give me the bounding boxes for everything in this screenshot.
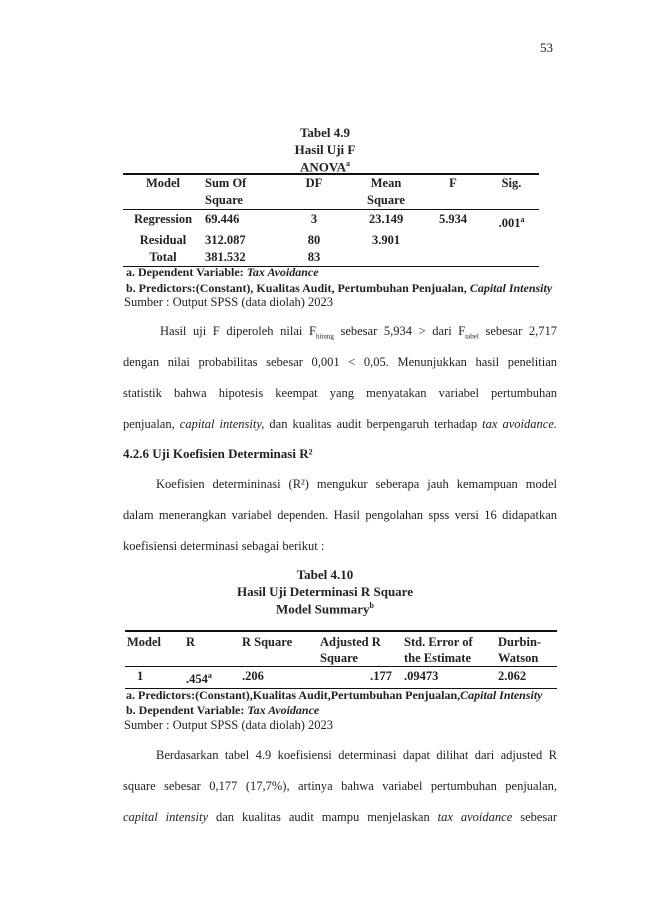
cell-sig (484, 249, 539, 267)
cell-mean-square: 23.149 (368, 212, 404, 226)
cell-model: 1 (125, 667, 184, 689)
cell-std-error: .09473 (402, 667, 496, 689)
table-4-10-note-b: b. Dependent Variable: Tax Avoidance (126, 703, 320, 717)
header-df-2 (278, 192, 350, 210)
header-f: F (422, 174, 484, 192)
header-model: Model (125, 631, 184, 667)
header-model-2 (123, 192, 203, 210)
header-durbin-watson: Durbin- Watson (496, 631, 557, 667)
table-4-9-caption-title: Hasil Uji F (294, 142, 356, 157)
cell-durbin-watson: 2.062 (496, 667, 557, 689)
header-model: Model (123, 174, 203, 192)
header-sig: Sig. (484, 174, 539, 192)
cell-sig: .001$^a$ (498, 215, 525, 231)
cell-df: 83 (278, 249, 350, 267)
cell-f (422, 249, 484, 267)
cell-sum-of-square: 69.446 (205, 212, 240, 226)
paragraph-line: dalam menerangkan variabel dependen. Hasil pengolahan spss versi 16 didapatkan (123, 508, 557, 522)
anova-header-row (123, 174, 539, 192)
table-4-9-note-a: a. Dependent Variable: Tax Avoidance (126, 265, 319, 279)
header-sig-2 (484, 192, 539, 210)
paragraph-line: statistik bahwa hipotesis keempat yang menyatakan variabel pertumbuhan (123, 386, 557, 400)
anova-header-row-2 (123, 192, 539, 210)
cell-f: 5.934 (438, 212, 468, 226)
model-summary-table (125, 630, 557, 689)
paragraph-line: square sebesar 0,177 (17,7%), artinya bahwa variabel pertumbuhan penjualan, (123, 779, 557, 793)
table-4-10-source: Sumber : Output SPSS (data diolah) 2023 (124, 718, 334, 732)
paragraph-line: koefisiensi determinasi sebagai berikut : (123, 539, 325, 553)
header-mean-square-2: Square (350, 192, 422, 210)
anova-table (123, 173, 539, 267)
table-row (123, 210, 539, 233)
cell-model: Regression (133, 212, 193, 226)
section-heading: 4.2.6 Uji Koefisien Determinasi R² (123, 446, 313, 461)
table-4-10-caption-number: Tabel 4.10 (296, 567, 354, 582)
table-4-10-note-a: a. Predictors:(Constant),Kualitas Audit,Pertumbuhan Penjualan,Capital Intensity (126, 688, 543, 702)
cell-r: .454$^a$ (184, 667, 240, 689)
cell-mean-square: 3.901 (371, 233, 401, 248)
paragraph-line: Hasil uji F diperoleh nilai $F_{hitung}$ sebesar 5,934 > dari $F_{tabel}$ sebesar 2,717 (160, 324, 557, 341)
paragraph-line: penjualan, capital intensity, dan kualitas audit berpengaruh terhadap tax avoidance. (123, 417, 557, 431)
paragraph-line: capital intensity dan kualitas audit mampu menjelaskan tax avoidance sebesar (123, 810, 557, 824)
cell-df: 3 (310, 212, 318, 226)
paragraph-line: Berdasarkan tabel 4.9 koefisiensi determinasi dapat dilihat dari adjusted R (156, 748, 557, 762)
cell-model: Residual (139, 233, 187, 248)
cell-mean-square (350, 249, 422, 267)
model-summary-header-row (125, 631, 557, 667)
paragraph-line: dengan nilai probabilitas sebesar 0,001 < 0,05. Menunjukkan hasil penelitian (123, 355, 557, 369)
anova-title: ANOVA$^a$ (300, 159, 350, 175)
paragraph-line: Koefisien determininasi (R²) mengukur seberapa jauh kemampuan model (156, 477, 557, 491)
header-std-error: Std. Error of the Estimate (402, 631, 496, 667)
header-mean-square: Mean (350, 174, 422, 192)
table-row (125, 667, 557, 689)
cell-sig (484, 232, 539, 249)
cell-r-square: .206 (240, 667, 318, 689)
cell-sum-of-square: 312.087 (205, 233, 246, 248)
cell-df: 80 (307, 233, 321, 248)
model-summary-title: Model Summary$^b$ (276, 601, 374, 617)
table-4-10-caption-title: Hasil Uji Determinasi R Square (237, 584, 413, 599)
table-4-9-source: Sumber : Output SPSS (data diolah) 2023 (124, 295, 334, 309)
cell-model: Total (123, 249, 203, 267)
table-row (123, 232, 539, 249)
header-r-square: R Square (240, 631, 318, 667)
cell-sum-of-square: 381.532 (203, 249, 278, 267)
page-number: 53 (540, 40, 553, 55)
header-r: R (184, 631, 240, 667)
header-sum-of-square-2: Square (203, 192, 278, 210)
header-sum-of-square: Sum Of (203, 174, 278, 192)
header-f-2 (422, 192, 484, 210)
table-4-9-note-b: b. Predictors:(Constant), Kualitas Audit, Pertumbuhan Penjualan, Capital Intensity (126, 281, 553, 295)
cell-adjusted-r-square: .177 (318, 667, 402, 689)
cell-f (422, 232, 484, 249)
header-adjusted-r-square: Adjusted R Square (318, 631, 402, 667)
header-df: DF (278, 174, 350, 192)
table-4-9-caption-number: Tabel 4.9 (299, 125, 351, 140)
